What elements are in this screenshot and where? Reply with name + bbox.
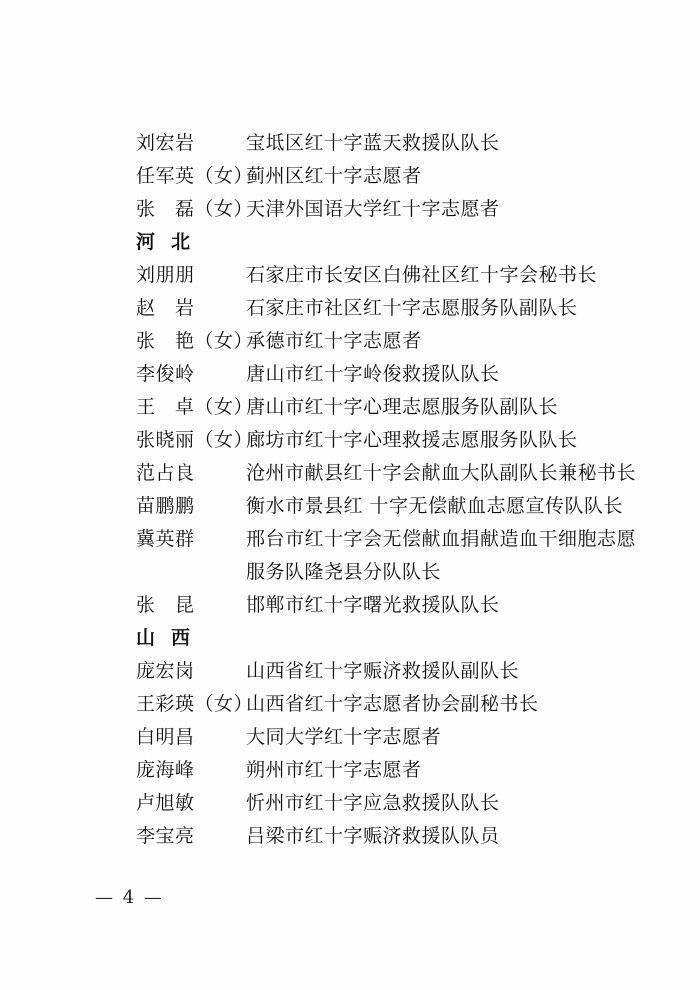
honoree-title: 宝坻区红十字蓝天救援队队长	[246, 132, 500, 154]
honoree-name: 冀英群	[136, 528, 195, 550]
honoree-name: 王 卓（女）	[136, 396, 254, 418]
honoree-row	[136, 457, 636, 490]
honoree-name: 苗鹏鹏	[136, 495, 195, 517]
region-name: 河北	[136, 231, 207, 253]
honoree-title: 天津外国语大学红十字志愿者	[246, 198, 500, 220]
honoree-title: 大同大学红十字志愿者	[246, 726, 442, 748]
region-name: 山西	[136, 627, 207, 649]
honoree-row	[136, 193, 636, 226]
region-heading	[136, 226, 636, 259]
honoree-title: 唐山市红十字心理志愿服务队副队长	[246, 396, 559, 418]
honoree-title: 山西省红十字志愿者协会副秘书长	[246, 693, 539, 715]
honoree-row	[136, 721, 636, 754]
honoree-title: 邯郸市红十字曙光救援队队长	[246, 594, 500, 616]
honoree-row	[136, 391, 636, 424]
honoree-title: 石家庄市社区红十字志愿服务队副队长	[246, 297, 578, 319]
honoree-title: 邢台市红十字会无偿献血捐献造血干细胞志愿服务队隆尧县分队队长	[246, 528, 637, 583]
honoree-name: 庞宏岗	[136, 660, 195, 682]
honoree-title: 沧州市献县红十字会献血大队副队长兼秘书长	[246, 462, 637, 484]
honoree-row	[136, 589, 636, 622]
honoree-name: 刘朋朋	[136, 264, 195, 286]
honoree-title: 蓟州区红十字志愿者	[246, 165, 422, 187]
page-number: — 4 —	[95, 887, 164, 908]
honoree-title: 朔州市红十字志愿者	[246, 759, 422, 781]
honoree-title: 忻州市红十字应急救援队队长	[246, 792, 500, 814]
honoree-name: 卢旭敏	[136, 792, 195, 814]
honoree-row	[136, 259, 636, 292]
honoree-name: 张晓丽（女）	[136, 429, 254, 451]
honoree-row	[136, 424, 636, 457]
honoree-name: 刘宏岩	[136, 132, 195, 154]
honoree-row	[136, 820, 636, 853]
honoree-title: 唐山市红十字岭俊救援队队长	[246, 363, 500, 385]
honoree-row	[136, 787, 636, 820]
honoree-name: 李宝亮	[136, 825, 195, 847]
honoree-name: 李俊岭	[136, 363, 195, 385]
honoree-row	[136, 160, 636, 193]
honoree-name: 赵 岩	[136, 297, 195, 319]
honoree-name: 白明昌	[136, 726, 195, 748]
honoree-row	[136, 655, 636, 688]
honoree-title: 衡水市景县红 十字无偿献血志愿宣传队队长	[246, 495, 624, 517]
honoree-name: 王彩瑛（女）	[136, 693, 254, 715]
honoree-name: 张 磊（女）	[136, 198, 254, 220]
honoree-list	[136, 127, 636, 853]
honoree-row	[136, 325, 636, 358]
honoree-row	[136, 688, 636, 721]
honoree-name: 任军英（女）	[136, 165, 254, 187]
honoree-name: 庞海峰	[136, 759, 195, 781]
honoree-title: 山西省红十字赈济救援队副队长	[246, 660, 520, 682]
honoree-row	[136, 127, 636, 160]
honoree-name: 范占良	[136, 462, 195, 484]
honoree-name: 张 昆	[136, 594, 195, 616]
honoree-name: 张 艳（女）	[136, 330, 254, 352]
region-heading	[136, 622, 636, 655]
honoree-row	[136, 523, 636, 589]
honoree-title: 吕梁市红十字赈济救援队队员	[246, 825, 500, 847]
honoree-row	[136, 292, 636, 325]
honoree-title: 承德市红十字志愿者	[246, 330, 422, 352]
honoree-row	[136, 490, 636, 523]
honoree-row	[136, 358, 636, 391]
honoree-title: 石家庄市长安区白佛社区红十字会秘书长	[246, 264, 598, 286]
honoree-title: 廊坊市红十字心理救援志愿服务队队长	[246, 429, 578, 451]
honoree-row	[136, 754, 636, 787]
